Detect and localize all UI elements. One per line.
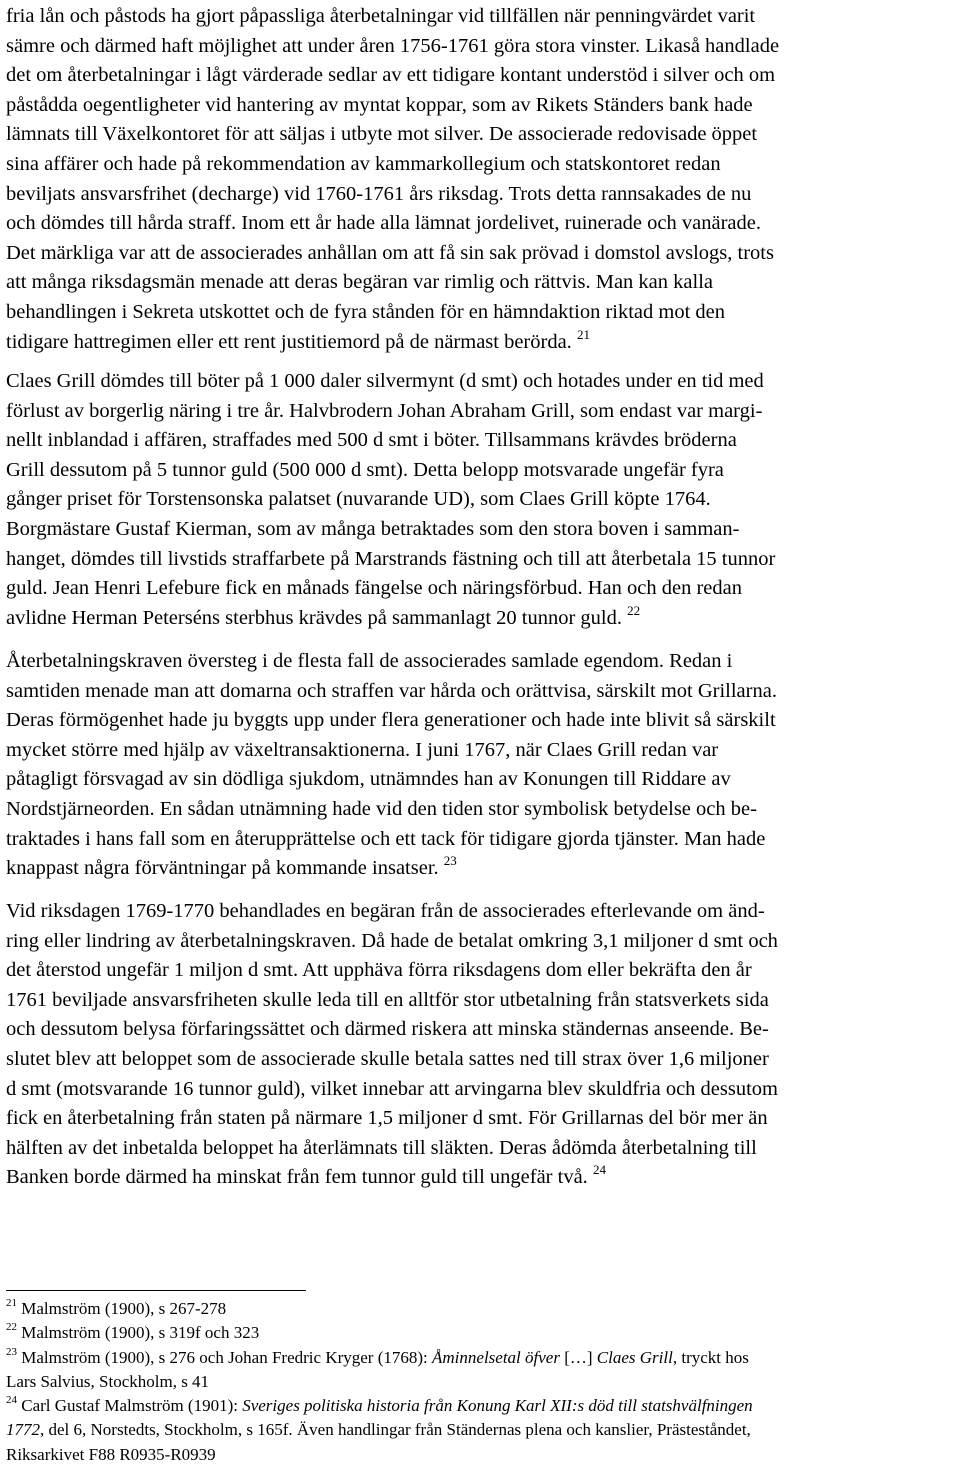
paragraph-1	[6, 2, 956, 357]
text-line: Vid riksdagen 1769-1770 behandlades en begäran från de associerades efterlevande om änd-	[6, 900, 765, 922]
text-line: påtagligt försvagad av sin dödliga sjukdom, utnämndes han av Konungen till Riddare av	[6, 768, 731, 791]
text-line: d smt (motsvarande 16 tunnor guld), vilket innebar att arvingarna blev skuldfria och dessutom	[6, 1077, 778, 1100]
text-line: Deras förmögenhet hade ju byggts upp under flera generationer och hade inte blivit så särskilt	[6, 709, 776, 732]
text-line: förlust av borgerlig näring i tre år. Halvbrodern Johan Abraham Grill, som endast var margi-	[6, 399, 763, 422]
footnote-text: , tryckt hos	[672, 1347, 749, 1367]
footnote-reference: 24	[592, 1162, 606, 1178]
footnotes	[6, 1297, 956, 1467]
text-line: hanget, dömdes till livstids straffarbete på Marstrands fästning och till att återbetala 15 tunnor	[6, 547, 776, 570]
footnote-number: 23	[6, 1345, 17, 1358]
footnote-text: , del 6, Norstedts, Stockholm, s 165f. Även handlingar från Ständernas plena och kanslier, Prästeståndet,	[40, 1420, 751, 1440]
footnote-line	[6, 1443, 956, 1467]
text-line: Grill dessutom på 5 tunnor guld (500 000 d smt). Detta belopp motsvarade ungefär fyra	[6, 458, 724, 481]
footnote-text: Malmström (1900), s 276 och Johan Fredric Kryger (1768):	[21, 1347, 433, 1367]
text-line: mycket större med hjälp av växeltransaktionerna. I juni 1767, när Claes Grill redan var	[6, 738, 719, 761]
text-line: samtiden menade man att domarna och straffen var hårda och orättvisa, särskilt mot Grillarna.	[6, 679, 777, 702]
text-line: Borgmästare Gustaf Kierman, som av många betraktades som den stora boven i samman-	[6, 517, 740, 540]
footnote-number: 21	[6, 1297, 17, 1309]
footnote-line	[6, 1394, 956, 1418]
footnote-number: 22	[6, 1321, 17, 1334]
footnote-reference: 21	[576, 326, 590, 342]
text-line-content: avlidne Herman Peterséns sterbhus krävdes på sammanlagt 20 tunnor guld.	[6, 606, 622, 629]
text-line: gånger priset för Torstensonska palatset (nuvarande UD), som Claes Grill köpte 1764.	[6, 488, 711, 511]
text-line: slutet blev att beloppet som de associerade skulle betala sattes ned till strax över 1,6 miljoner	[6, 1047, 769, 1070]
text-line: beviljats ansvarsfrihet (decharge) vid 1760-1761 års riksdag. Trots detta rannsakades de nu	[6, 182, 752, 205]
footnote-text: Malmström (1900), s 267-278	[21, 1299, 227, 1318]
text-line: ring eller lindring av återbetalningskraven. Då hade de betalat omkring 3,1 miljoner d smt och	[6, 929, 778, 952]
text-line: Återbetalningskraven översteg i de flesta fall de associerades samlade egendom. Redan i	[6, 650, 733, 672]
text-line: det återstod ungefär 1 miljon d smt. Att upphäva förra riksdagens dom eller bekräfta den år	[6, 959, 752, 982]
text-line	[6, 1163, 956, 1193]
text-line	[6, 604, 956, 634]
text-line	[6, 854, 956, 884]
footnote-reference: 22	[627, 602, 641, 618]
text-line: nellt inblandad i affären, straffades med 500 d smt i böter. Tillsammans krävdes bröderna	[6, 429, 737, 452]
text-line: och dömdes till hårda straff. Inom ett år hade alla lämnat jordelivet, ruinerade och vanärade.	[6, 212, 761, 235]
footnote-line	[6, 1297, 956, 1321]
text-line: Claes Grill dömdes till böter på 1 000 daler silvermynt (d smt) och hotades under en tid med	[6, 370, 764, 392]
footnote-text: […]	[559, 1347, 597, 1367]
text-line: sämre och därmed haft möjlighet att under åren 1756-1761 göra stora vinster. Likaså handlade	[6, 34, 780, 57]
paragraph-3	[6, 647, 956, 884]
footnote-line	[6, 1370, 956, 1394]
text-line: Det märkliga var att de associerades anhållan om att få sin sak prövad i domstol avslogs, trots	[6, 241, 774, 264]
text-line: fria lån och påstods ha gjort påpassliga återbetalningar vid tillfällen när penningvärdet varit	[6, 5, 756, 27]
text-line: behandlingen i Sekreta utskottet och de fyra stånden för en hämndaktion riktad mot den	[6, 300, 726, 323]
text-line: det om återbetalningar i lågt värderade sedlar av ett tidigare kontant understöd i silver och om	[6, 64, 776, 87]
text-line-content: knappast några förväntningar på kommande insatser.	[6, 857, 439, 880]
text-line: påstådda oegentligheter vid hantering av myntat koppar, som av Rikets Ständers bank hade	[6, 93, 753, 116]
paragraph-2	[6, 367, 956, 633]
footnote-text: Malmström (1900), s 319f och 323	[21, 1323, 260, 1343]
text-line: hälften av det inbetalda beloppet ha återlämnats till släkten. Deras ådömda återbetalning till	[6, 1136, 757, 1159]
text-line: fick en återbetalning från staten på närmare 1,5 miljoner d smt. För Grillarnas del bör mer än	[6, 1107, 768, 1130]
text-line-content: Banken borde därmed ha minskat från fem tunnor guld till ungefär två.	[6, 1166, 588, 1189]
footnote-separator	[6, 1290, 306, 1291]
footnote-italic-text: Claes Grill	[596, 1347, 673, 1367]
footnote-reference: 23	[443, 853, 457, 869]
text-line: och dessutom belysa förfaringssättet och därmed riskera att minska ständernas anseende. Be-	[6, 1018, 769, 1041]
text-line: Nordstjärneorden. En sådan utnämning hade vid den tiden stor symbolisk betydelse och be-	[6, 797, 757, 820]
footnote-italic-text: Sveriges politiska historia från Konung Karl XII:s död till statshvälfningen	[242, 1396, 753, 1416]
text-line: 1761 beviljade ansvarsfriheten skulle leda till en alltför stor utbetalning från statsverkets sida	[6, 988, 769, 1011]
text-line: traktades i hans fall som en återupprättelse och ett tack för tidigare gjorda tjänster. Man hade	[6, 827, 766, 850]
footnote-line	[6, 1418, 956, 1442]
footnote-line	[6, 1346, 956, 1370]
footnote-text: Carl Gustaf Malmström (1901):	[21, 1396, 243, 1416]
text-line: att många riksdagsmän menade att deras begäran var rimlig och rättvis. Man kan kalla	[6, 271, 713, 294]
footnote-text: Riksarkivet F88 R0935-R0939	[6, 1444, 216, 1464]
text-line: sina affärer och hade på rekommendation av kammarkollegium och statskontoret redan	[6, 152, 721, 175]
footnote-italic-text: Åminnelsetal öfver	[432, 1347, 560, 1367]
footnote-italic-text: 1772	[6, 1420, 40, 1440]
footnote-line	[6, 1321, 956, 1345]
footnote-number: 24	[6, 1394, 17, 1407]
text-line-content: tidigare hattregimen eller ett rent justitiemord på de närmast berörda.	[6, 330, 572, 353]
paragraph-4	[6, 897, 956, 1193]
text-line	[6, 328, 956, 358]
text-line: guld. Jean Henri Lefebure fick en månads fängelse och näringsförbud. Han och den redan	[6, 577, 743, 600]
text-line: lämnats till Växelkontoret för att säljas i utbyte mot silver. De associerade redovisade öppet	[6, 123, 758, 146]
footnote-text: Lars Salvius, Stockholm, s 41	[6, 1371, 210, 1391]
